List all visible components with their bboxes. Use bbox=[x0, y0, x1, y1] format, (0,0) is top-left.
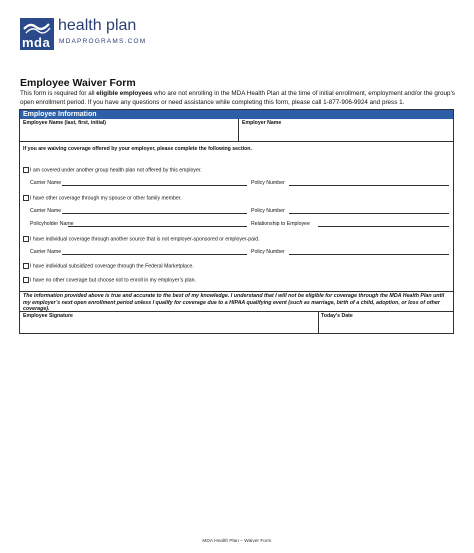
page-footer: MDA Health Plan – Waiver Form bbox=[202, 539, 272, 544]
waiving-instruction: If you are waiving coverage offered by your employer, please complete the following section. bbox=[23, 146, 252, 152]
subsidized-checkbox[interactable] bbox=[23, 263, 29, 269]
policyholder-name-input[interactable] bbox=[68, 226, 247, 227]
employee-info-row bbox=[20, 119, 453, 142]
option-spouse-family[interactable] bbox=[23, 195, 182, 201]
waiver-form bbox=[19, 109, 454, 334]
intro-text bbox=[20, 90, 456, 107]
certification-statement: The information provided above is true and accurate to the best of my knowledge. I understand that I will not be eligible for coverage through the MDA Health Plan until my employer’s next open enrollment period unless I qualify for coverage due to a HIPAA qualifying event (such as marriage, birth of a child, adoption, or loss of other coverage). bbox=[20, 291, 453, 312]
page-title: Employee Waiver Form bbox=[20, 77, 136, 89]
policy-number-input[interactable] bbox=[289, 185, 449, 186]
option-group-plan[interactable] bbox=[23, 167, 202, 173]
intro-part1: This form is required for all bbox=[20, 90, 97, 97]
group-plan-checkbox[interactable] bbox=[23, 167, 29, 173]
employee-name-label: Employee Name (last, first, initial) bbox=[23, 120, 107, 126]
logo-mark bbox=[20, 18, 54, 50]
individual-checkbox[interactable] bbox=[23, 236, 29, 242]
policy-number-label: Policy Number bbox=[251, 208, 285, 214]
todays-date-label: Today’s Date bbox=[321, 313, 353, 319]
policy-number-input[interactable] bbox=[289, 254, 449, 255]
option-individual[interactable] bbox=[23, 236, 260, 242]
wave-icon bbox=[23, 20, 51, 34]
mda-logo bbox=[20, 18, 150, 50]
logo-mark-text: mda bbox=[22, 35, 51, 50]
logo-name: health plan bbox=[58, 17, 137, 34]
carrier-name-label: Carrier Name bbox=[30, 208, 62, 214]
carrier-name-input[interactable] bbox=[62, 254, 247, 255]
employer-name-label: Employer Name bbox=[242, 120, 282, 126]
policy-number-label: Policy Number bbox=[251, 180, 285, 186]
intro-part2: who are not enrolling in the MDA Health Plan at the time of initial enrollment, employment and/or the group’s open enrollment period. If you have any questions or need assistance while completing this form, please call 1-877-906-9924 and press 1. bbox=[20, 90, 455, 106]
row-divider bbox=[238, 119, 239, 141]
logo-url: MDAPROGRAMS.COM bbox=[59, 38, 147, 45]
policyholder-name-label: Policyholder Name bbox=[30, 221, 74, 227]
employee-info-header: Employee Information bbox=[20, 110, 453, 119]
carrier-name-label: Carrier Name bbox=[30, 180, 62, 186]
relationship-label: Relationship to Employee bbox=[251, 221, 310, 227]
policy-number-input[interactable] bbox=[289, 213, 449, 214]
option-subsidized[interactable] bbox=[23, 263, 194, 269]
subsidized-label: I have individual subsidized coverage through the Federal Marketplace. bbox=[30, 263, 194, 270]
no-coverage-label: I have no other coverage but choose not to enroll in my employer’s plan. bbox=[30, 277, 196, 284]
spouse-family-checkbox[interactable] bbox=[23, 195, 29, 201]
spouse-family-label: I have other coverage through my spouse or other family member. bbox=[30, 195, 182, 202]
individual-label: I have individual coverage through another source that is not employer-sponsored or employer-paid. bbox=[30, 236, 260, 243]
option-no-coverage[interactable] bbox=[23, 277, 196, 283]
no-coverage-checkbox[interactable] bbox=[23, 277, 29, 283]
employee-signature-label: Employee Signature bbox=[23, 313, 73, 319]
signature-divider bbox=[318, 312, 319, 334]
carrier-name-label: Carrier Name bbox=[30, 249, 62, 255]
intro-bold: eligible employees bbox=[96, 90, 153, 97]
policy-number-label: Policy Number bbox=[251, 249, 285, 255]
carrier-name-input[interactable] bbox=[62, 213, 247, 214]
relationship-input[interactable] bbox=[318, 226, 449, 227]
group-plan-label: I am covered under another group health plan not offered by this employer. bbox=[30, 167, 202, 174]
carrier-name-input[interactable] bbox=[62, 185, 247, 186]
